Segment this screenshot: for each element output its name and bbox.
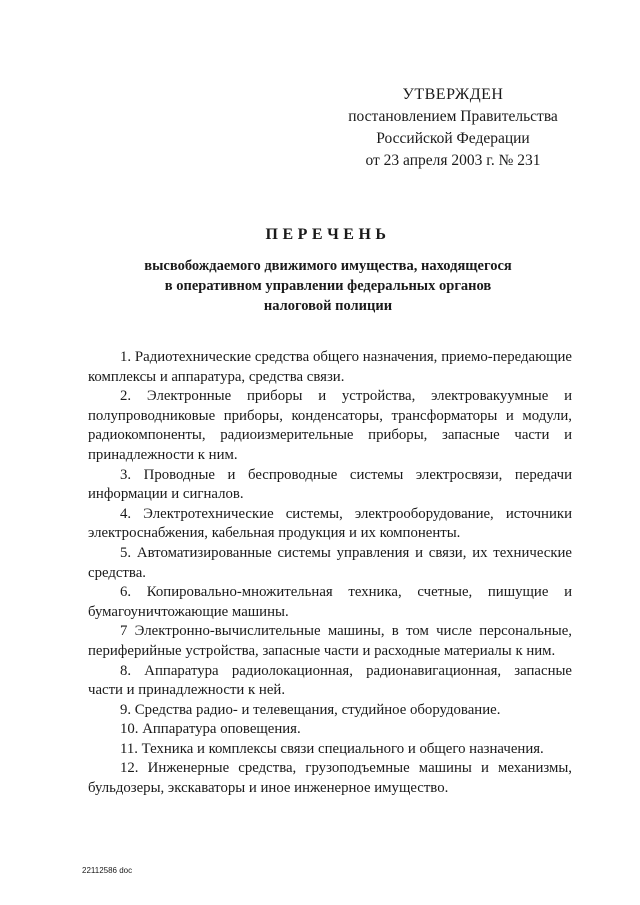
approved-heading: УТВЕРЖДЕН [402, 86, 504, 103]
list-item-5: 5. Автоматизированные системы управления и связи, их технические средства. [88, 544, 572, 581]
subtitle-line-3: налоговой полиции [263, 298, 393, 314]
list-item-8: 8. Аппаратура радиолокационная, радионавигационная, запасные части и принадлежности к ней. [88, 662, 572, 699]
list-item-4: 4. Электротехнические системы, электрооборудование, источники электроснабжения, кабельная продукция и их компоненты. [88, 505, 572, 542]
approval-line-1: постановлением Правительства [348, 108, 558, 125]
document-subtitle [118, 256, 538, 316]
list-item-3: 3. Проводные и беспроводные системы электросвязи, передачи информации и сигналов. [88, 466, 572, 503]
list-item-6: 6. Копировально-множительная техника, счетные, пишущие и бумагоуничтожающие машины. [88, 584, 572, 620]
subtitle-line-1: высвобождаемого движимого имущества, находящегося [144, 258, 512, 274]
list-item-10: 10. Аппаратура оповещения. [120, 721, 301, 738]
list-item-12: 12. Инженерные средства, грузоподъемные машины и механизмы, бульдозеры, экскаваторы и иное инженерное имущество. [88, 760, 572, 797]
list-item-2: 2. Электронные приборы и устройства, электровакуумные и полупроводниковые приборы, конденсаторы, трансформаторы и модули, радиокомпоненты, радиоизмерительные приборы, запасные части и принадлежности к ним. [88, 388, 572, 463]
file-reference: 22112586 doc [82, 866, 133, 875]
approval-line-3: от 23 апреля 2003 г. № 231 [365, 152, 541, 169]
document-title: ПЕРЕЧЕНЬ [265, 226, 391, 243]
subtitle-line-2: в оперативном управлении федеральных органов [164, 278, 492, 294]
approval-block [338, 84, 568, 172]
property-list [88, 348, 572, 799]
list-item-11: 11. Техника и комплексы связи специального и общего назначения. [120, 740, 544, 757]
approval-line-2: Российской Федерации [376, 130, 530, 147]
list-item-7: 7 Электронно-вычислительные машины, в том числе персональные, периферийные устройства, запасные части и расходные материалы к ним. [88, 623, 572, 659]
list-item-9: 9. Средства радио- и телевещания, студийное оборудование. [120, 701, 501, 718]
list-item-1: 1. Радиотехнические средства общего назначения, приемо-передающие комплексы и аппаратура, средства связи. [88, 349, 572, 385]
